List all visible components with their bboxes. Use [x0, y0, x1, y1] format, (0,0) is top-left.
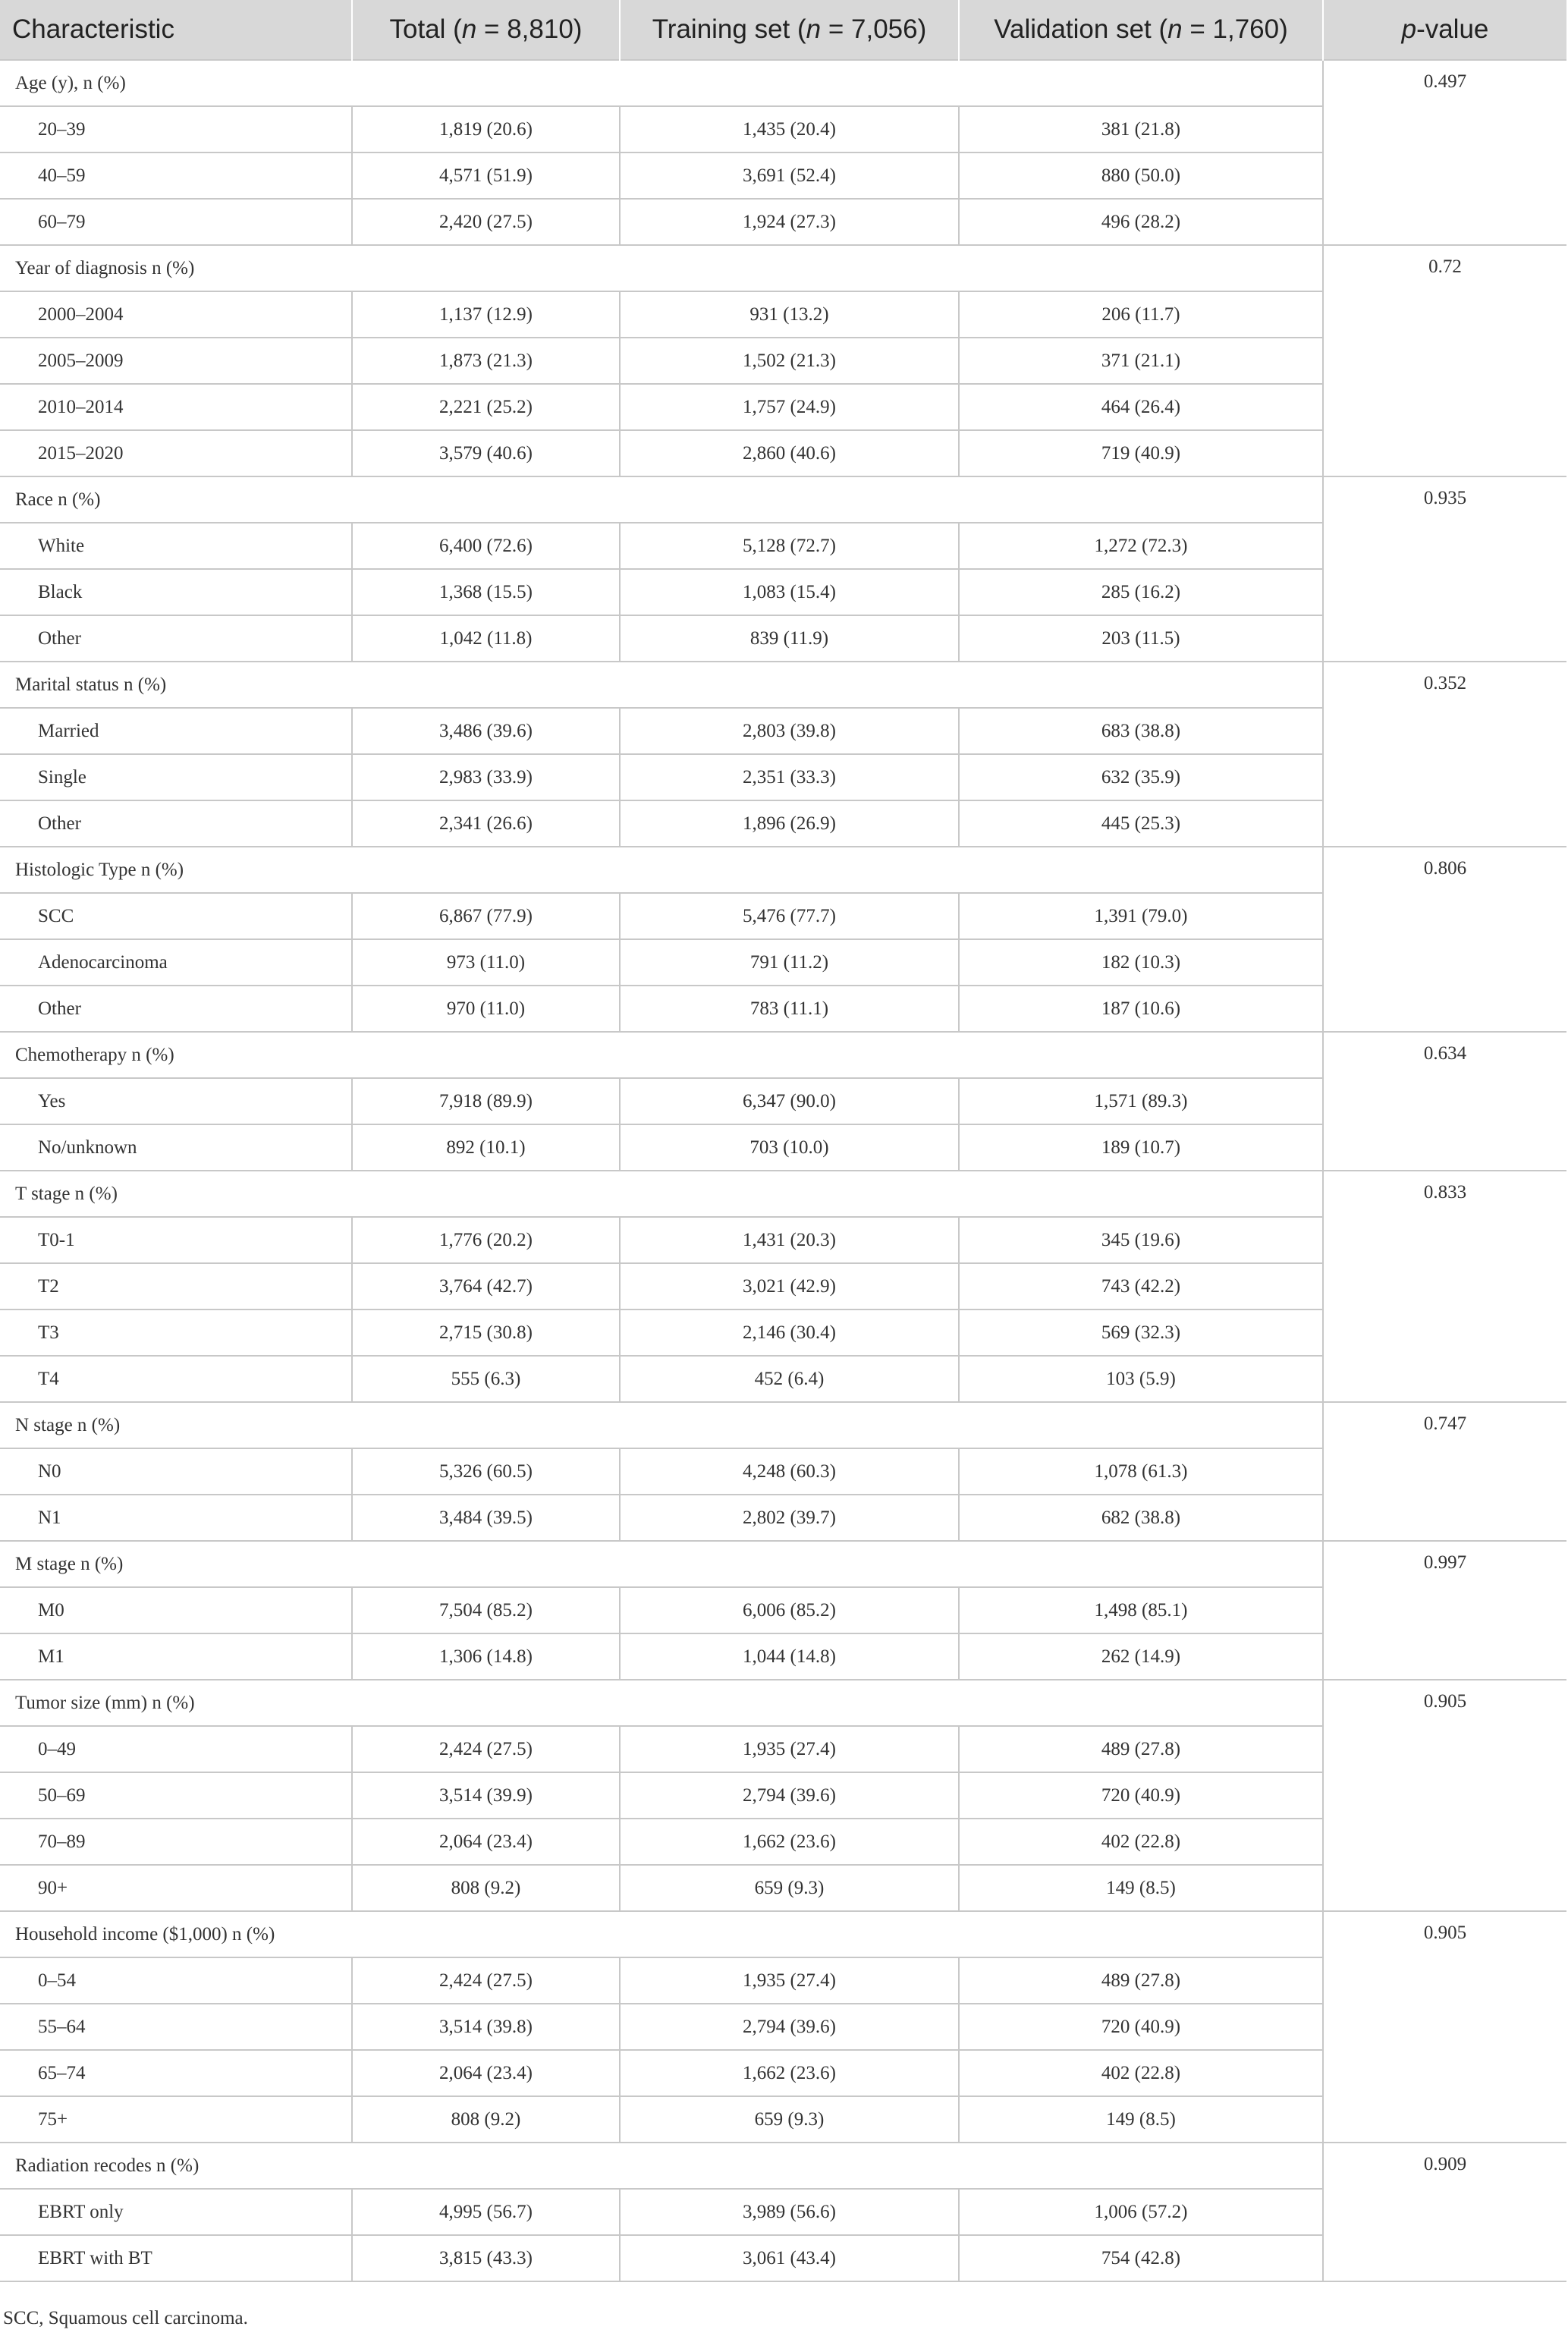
training-cell: 1,757 (24.9) — [620, 384, 959, 430]
row-label: Other — [0, 986, 352, 1032]
total-cell: 2,983 (33.9) — [352, 754, 620, 800]
training-cell: 783 (11.1) — [620, 986, 959, 1032]
training-cell: 1,502 (21.3) — [620, 338, 959, 384]
total-cell: 2,424 (27.5) — [352, 1726, 620, 1772]
validation-cell: 496 (28.2) — [959, 199, 1323, 245]
training-cell: 2,860 (40.6) — [620, 430, 959, 476]
total-cell: 555 (6.3) — [352, 1356, 620, 1402]
training-cell: 3,061 (43.4) — [620, 2235, 959, 2281]
row-label: Married — [0, 708, 352, 754]
training-cell: 3,021 (42.9) — [620, 1263, 959, 1309]
group-row — [0, 60, 1566, 106]
training-cell: 703 (10.0) — [620, 1124, 959, 1171]
p-value-cell: 0.997 — [1323, 1541, 1566, 1680]
validation-cell: 149 (8.5) — [959, 2096, 1323, 2143]
total-cell: 2,715 (30.8) — [352, 1309, 620, 1356]
p-value-cell: 0.909 — [1323, 2143, 1566, 2281]
training-cell: 2,803 (39.8) — [620, 708, 959, 754]
header-row — [0, 0, 1566, 60]
training-cell: 1,044 (14.8) — [620, 1633, 959, 1680]
training-cell: 931 (13.2) — [620, 291, 959, 338]
row-label: Yes — [0, 1078, 352, 1124]
training-cell: 3,989 (56.6) — [620, 2189, 959, 2235]
row-label: 0–49 — [0, 1726, 352, 1772]
group-label: Marital status n (%) — [0, 662, 1323, 708]
group-label: Household income ($1,000) n (%) — [0, 1911, 1323, 1957]
validation-cell: 1,571 (89.3) — [959, 1078, 1323, 1124]
row-label: Black — [0, 569, 352, 615]
row-label: 2015–2020 — [0, 430, 352, 476]
training-cell: 1,083 (15.4) — [620, 569, 959, 615]
p-value-cell: 0.905 — [1323, 1680, 1566, 1911]
p-value-cell: 0.806 — [1323, 847, 1566, 1032]
validation-cell: 719 (40.9) — [959, 430, 1323, 476]
header-training-set: Training set (n = 7,056) — [620, 0, 959, 60]
total-cell: 970 (11.0) — [352, 986, 620, 1032]
total-cell: 2,221 (25.2) — [352, 384, 620, 430]
header-total: Total (n = 8,810) — [352, 0, 620, 60]
validation-cell: 402 (22.8) — [959, 1819, 1323, 1865]
group-row — [0, 245, 1566, 291]
p-value-cell: 0.72 — [1323, 245, 1566, 476]
total-cell: 3,514 (39.8) — [352, 2004, 620, 2050]
total-cell: 808 (9.2) — [352, 1865, 620, 1911]
row-label: M1 — [0, 1633, 352, 1680]
total-cell: 2,424 (27.5) — [352, 1957, 620, 2004]
total-cell: 4,995 (56.7) — [352, 2189, 620, 2235]
validation-cell: 262 (14.9) — [959, 1633, 1323, 1680]
training-cell: 6,347 (90.0) — [620, 1078, 959, 1124]
group-label: Race n (%) — [0, 476, 1323, 523]
validation-cell: 489 (27.8) — [959, 1726, 1323, 1772]
total-cell: 892 (10.1) — [352, 1124, 620, 1171]
group-label: Histologic Type n (%) — [0, 847, 1323, 893]
group-row — [0, 1680, 1566, 1726]
validation-cell: 632 (35.9) — [959, 754, 1323, 800]
validation-cell: 743 (42.2) — [959, 1263, 1323, 1309]
validation-cell: 285 (16.2) — [959, 569, 1323, 615]
validation-cell: 1,006 (57.2) — [959, 2189, 1323, 2235]
training-cell: 5,476 (77.7) — [620, 893, 959, 939]
training-cell: 452 (6.4) — [620, 1356, 959, 1402]
row-label: No/unknown — [0, 1124, 352, 1171]
validation-cell: 720 (40.9) — [959, 1772, 1323, 1819]
training-cell: 659 (9.3) — [620, 2096, 959, 2143]
group-row — [0, 662, 1566, 708]
training-cell: 1,435 (20.4) — [620, 106, 959, 152]
total-cell: 5,326 (60.5) — [352, 1448, 620, 1495]
group-label: T stage n (%) — [0, 1171, 1323, 1217]
total-cell: 1,873 (21.3) — [352, 338, 620, 384]
training-cell: 4,248 (60.3) — [620, 1448, 959, 1495]
total-cell: 2,064 (23.4) — [352, 2050, 620, 2096]
group-row — [0, 1541, 1566, 1587]
group-label: Tumor size (mm) n (%) — [0, 1680, 1323, 1726]
total-cell: 6,400 (72.6) — [352, 523, 620, 569]
validation-cell: 381 (21.8) — [959, 106, 1323, 152]
training-cell: 6,006 (85.2) — [620, 1587, 959, 1633]
training-cell: 1,924 (27.3) — [620, 199, 959, 245]
table-body — [0, 60, 1566, 2281]
validation-cell: 1,498 (85.1) — [959, 1587, 1323, 1633]
total-cell: 2,341 (26.6) — [352, 800, 620, 847]
total-cell: 3,815 (43.3) — [352, 2235, 620, 2281]
total-cell: 808 (9.2) — [352, 2096, 620, 2143]
training-cell: 659 (9.3) — [620, 1865, 959, 1911]
header-p-value: p-value — [1323, 0, 1566, 60]
row-label: 65–74 — [0, 2050, 352, 2096]
row-label: T4 — [0, 1356, 352, 1402]
total-cell: 7,918 (89.9) — [352, 1078, 620, 1124]
total-cell: 3,514 (39.9) — [352, 1772, 620, 1819]
training-cell: 1,935 (27.4) — [620, 1957, 959, 2004]
row-label: 75+ — [0, 2096, 352, 2143]
group-label: M stage n (%) — [0, 1541, 1323, 1587]
row-label: 2000–2004 — [0, 291, 352, 338]
training-cell: 1,662 (23.6) — [620, 1819, 959, 1865]
row-label: White — [0, 523, 352, 569]
total-cell: 1,306 (14.8) — [352, 1633, 620, 1680]
training-cell: 5,128 (72.7) — [620, 523, 959, 569]
row-label: EBRT only — [0, 2189, 352, 2235]
total-cell: 4,571 (51.9) — [352, 152, 620, 199]
validation-cell: 203 (11.5) — [959, 615, 1323, 662]
group-label: Age (y), n (%) — [0, 60, 1323, 106]
group-label: N stage n (%) — [0, 1402, 1323, 1448]
group-row — [0, 476, 1566, 523]
header-characteristic: Characteristic — [0, 0, 352, 60]
training-cell: 2,146 (30.4) — [620, 1309, 959, 1356]
training-cell: 791 (11.2) — [620, 939, 959, 986]
row-label: 40–59 — [0, 152, 352, 199]
row-label: T2 — [0, 1263, 352, 1309]
total-cell: 1,137 (12.9) — [352, 291, 620, 338]
total-cell: 3,579 (40.6) — [352, 430, 620, 476]
group-row — [0, 1402, 1566, 1448]
group-row — [0, 1171, 1566, 1217]
total-cell: 1,042 (11.8) — [352, 615, 620, 662]
row-label: 60–79 — [0, 199, 352, 245]
validation-cell: 189 (10.7) — [959, 1124, 1323, 1171]
p-value-cell: 0.833 — [1323, 1171, 1566, 1402]
total-cell: 2,064 (23.4) — [352, 1819, 620, 1865]
row-label: EBRT with BT — [0, 2235, 352, 2281]
row-label: 2005–2009 — [0, 338, 352, 384]
validation-cell: 371 (21.1) — [959, 338, 1323, 384]
header-validation-set: Validation set (n = 1,760) — [959, 0, 1323, 60]
total-cell: 3,764 (42.7) — [352, 1263, 620, 1309]
validation-cell: 1,391 (79.0) — [959, 893, 1323, 939]
p-value-cell: 0.352 — [1323, 662, 1566, 847]
row-label: T3 — [0, 1309, 352, 1356]
p-value-cell: 0.634 — [1323, 1032, 1566, 1171]
training-cell: 839 (11.9) — [620, 615, 959, 662]
validation-cell: 345 (19.6) — [959, 1217, 1323, 1263]
row-label: N1 — [0, 1495, 352, 1541]
total-cell: 1,368 (15.5) — [352, 569, 620, 615]
group-row — [0, 1032, 1566, 1078]
training-cell: 1,662 (23.6) — [620, 2050, 959, 2096]
training-cell: 1,896 (26.9) — [620, 800, 959, 847]
validation-cell: 103 (5.9) — [959, 1356, 1323, 1402]
group-label: Year of diagnosis n (%) — [0, 245, 1323, 291]
total-cell: 1,819 (20.6) — [352, 106, 620, 152]
row-label: 70–89 — [0, 1819, 352, 1865]
validation-cell: 206 (11.7) — [959, 291, 1323, 338]
row-label: Adenocarcinoma — [0, 939, 352, 986]
validation-cell: 182 (10.3) — [959, 939, 1323, 986]
total-cell: 1,776 (20.2) — [352, 1217, 620, 1263]
validation-cell: 402 (22.8) — [959, 2050, 1323, 2096]
validation-cell: 1,078 (61.3) — [959, 1448, 1323, 1495]
row-label: 90+ — [0, 1865, 352, 1911]
validation-cell: 720 (40.9) — [959, 2004, 1323, 2050]
p-value-cell: 0.905 — [1323, 1911, 1566, 2143]
group-label: Chemotherapy n (%) — [0, 1032, 1323, 1078]
total-cell: 7,504 (85.2) — [352, 1587, 620, 1633]
training-cell: 2,351 (33.3) — [620, 754, 959, 800]
validation-cell: 754 (42.8) — [959, 2235, 1323, 2281]
training-cell: 2,802 (39.7) — [620, 1495, 959, 1541]
total-cell: 973 (11.0) — [352, 939, 620, 986]
row-label: SCC — [0, 893, 352, 939]
total-cell: 3,484 (39.5) — [352, 1495, 620, 1541]
row-label: 55–64 — [0, 2004, 352, 2050]
group-label: Radiation recodes n (%) — [0, 2143, 1323, 2189]
table-header — [0, 0, 1566, 60]
row-label: 20–39 — [0, 106, 352, 152]
training-cell: 1,431 (20.3) — [620, 1217, 959, 1263]
row-label: 0–54 — [0, 1957, 352, 2004]
p-value-cell: 0.935 — [1323, 476, 1566, 662]
p-value-cell: 0.747 — [1323, 1402, 1566, 1541]
group-row — [0, 2143, 1566, 2189]
row-label: Single — [0, 754, 352, 800]
row-label: Other — [0, 800, 352, 847]
row-label: N0 — [0, 1448, 352, 1495]
validation-cell: 880 (50.0) — [959, 152, 1323, 199]
validation-cell: 149 (8.5) — [959, 1865, 1323, 1911]
validation-cell: 489 (27.8) — [959, 1957, 1323, 2004]
p-value-cell: 0.497 — [1323, 60, 1566, 245]
row-label: T0-1 — [0, 1217, 352, 1263]
training-cell: 1,935 (27.4) — [620, 1726, 959, 1772]
validation-cell: 1,272 (72.3) — [959, 523, 1323, 569]
group-row — [0, 847, 1566, 893]
row-label: Other — [0, 615, 352, 662]
row-label: M0 — [0, 1587, 352, 1633]
total-cell: 2,420 (27.5) — [352, 199, 620, 245]
validation-cell: 683 (38.8) — [959, 708, 1323, 754]
group-row — [0, 1911, 1566, 1957]
row-label: 2010–2014 — [0, 384, 352, 430]
validation-cell: 682 (38.8) — [959, 1495, 1323, 1541]
validation-cell: 187 (10.6) — [959, 986, 1323, 1032]
training-cell: 2,794 (39.6) — [620, 2004, 959, 2050]
validation-cell: 569 (32.3) — [959, 1309, 1323, 1356]
total-cell: 3,486 (39.6) — [352, 708, 620, 754]
training-cell: 2,794 (39.6) — [620, 1772, 959, 1819]
table-footnote: SCC, Squamous cell carcinoma. — [3, 2308, 248, 2328]
row-label: 50–69 — [0, 1772, 352, 1819]
validation-cell: 445 (25.3) — [959, 800, 1323, 847]
validation-cell: 464 (26.4) — [959, 384, 1323, 430]
total-cell: 6,867 (77.9) — [352, 893, 620, 939]
training-cell: 3,691 (52.4) — [620, 152, 959, 199]
